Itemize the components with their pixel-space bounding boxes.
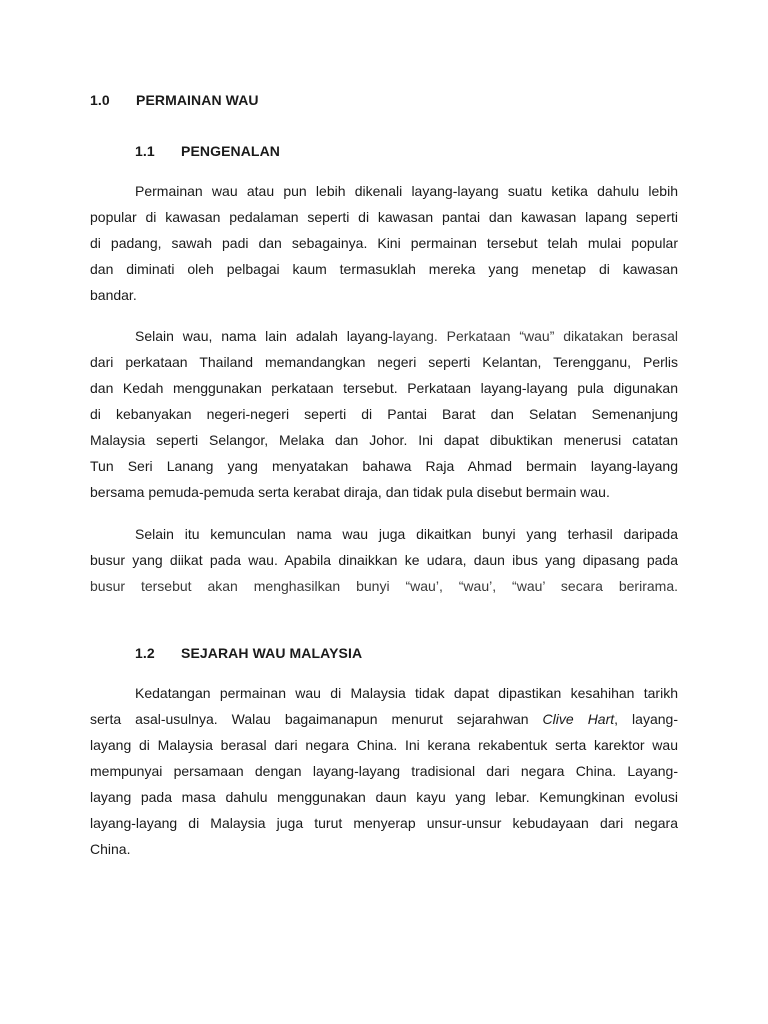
- paragraph-line: Tun Seri Lanang yang menyatakan bahawa Raja Ahmad bermain layang-layang: [90, 458, 678, 474]
- paragraph-line: [90, 323, 678, 349]
- paragraph-line: Permainan wau atau pun lebih dikenali layang-layang suatu ketika dahulu lebih: [135, 183, 678, 199]
- section-title: PERMAINAN WAU: [136, 92, 259, 108]
- paragraph-line: bersama pemuda-pemuda serta kerabat diraja, dan tidak pula disebut bermain wau.: [90, 484, 610, 500]
- paragraph-line: Kedatangan permainan wau di Malaysia tidak dapat dipastikan kesahihan tarikh: [135, 685, 678, 701]
- paragraph-line: dan diminati oleh pelbagai kaum termasuklah mereka yang menetap di kawasan: [90, 261, 678, 277]
- paragraph-line: layang di Malaysia berasal dari negara China. Ini kerana rekabentuk serta karektor wau: [90, 737, 678, 753]
- section-number: 1.0: [90, 92, 110, 108]
- author-name: Clive Hart: [542, 711, 615, 727]
- paragraph-bunyi: [90, 521, 678, 599]
- paragraph-sejarah: [90, 680, 678, 862]
- paragraph-line: mempunyai persamaan dengan layang-layang tradisional dari negara China. Layang-: [90, 763, 678, 779]
- paragraph-line: Selain itu kemunculan nama wau juga dikaitkan bunyi yang terhasil daripada: [135, 526, 678, 542]
- paragraph-line: China.: [90, 841, 131, 857]
- paragraph-line: layang pada masa dahulu menggunakan daun kayu yang lebar. Kemungkinan evolusi: [90, 789, 678, 805]
- section-title: SEJARAH WAU MALAYSIA: [181, 645, 363, 661]
- paragraph-line: dan Kedah menggunakan perkataan tersebut. Perkataan layang-layang pula digunakan: [90, 380, 678, 396]
- paragraph-line: bandar.: [90, 287, 137, 303]
- paragraph-line: layang-layang di Malaysia juga turut menyerap unsur-unsur kebudayaan dari negara: [90, 815, 678, 831]
- paragraph-line: busur tersebut akan menghasilkan bunyi “wau’, “wau’, “wau’ secara berirama.: [90, 578, 678, 594]
- paragraph-line: di padang, sawah padi dan sebagainya. Kini permainan tersebut telah mulai popular: [90, 235, 678, 251]
- paragraph-line: busur yang diikat pada wau. Apabila dinaikkan ke udara, daun ibus yang dipasang pada: [90, 552, 678, 568]
- section-title: PENGENALAN: [181, 143, 281, 159]
- line-text-part: serta asal-usulnya. Walau bagaimanapun menurut sejarahwan: [90, 711, 543, 727]
- paragraph-line: popular di kawasan pedalaman seperti di kawasan pantai dan kawasan lapang seperti: [90, 209, 678, 225]
- paragraph-line: di kebanyakan negeri-negeri seperti di Pantai Barat dan Selatan Semenanjung: [90, 406, 678, 422]
- section-number: 1.2: [135, 645, 155, 661]
- line-text-part: , layang-: [614, 711, 678, 727]
- paragraph-pengenalan: [90, 178, 678, 308]
- paragraph-line: Malaysia seperti Selangor, Melaka dan Johor. Ini dapat dibuktikan menerusi catatan: [90, 432, 678, 448]
- line-text-part: layang. Perkataan “wau” dikatakan berasal: [392, 328, 678, 344]
- section-number: 1.1: [135, 143, 155, 159]
- paragraph-line: [90, 706, 678, 732]
- paragraph-nama-lain: [90, 323, 678, 505]
- line-text-part: Selain wau, nama lain adalah layang-: [135, 328, 393, 344]
- paragraph-line: dari perkataan Thailand memandangkan negeri seperti Kelantan, Terengganu, Perlis: [90, 354, 678, 370]
